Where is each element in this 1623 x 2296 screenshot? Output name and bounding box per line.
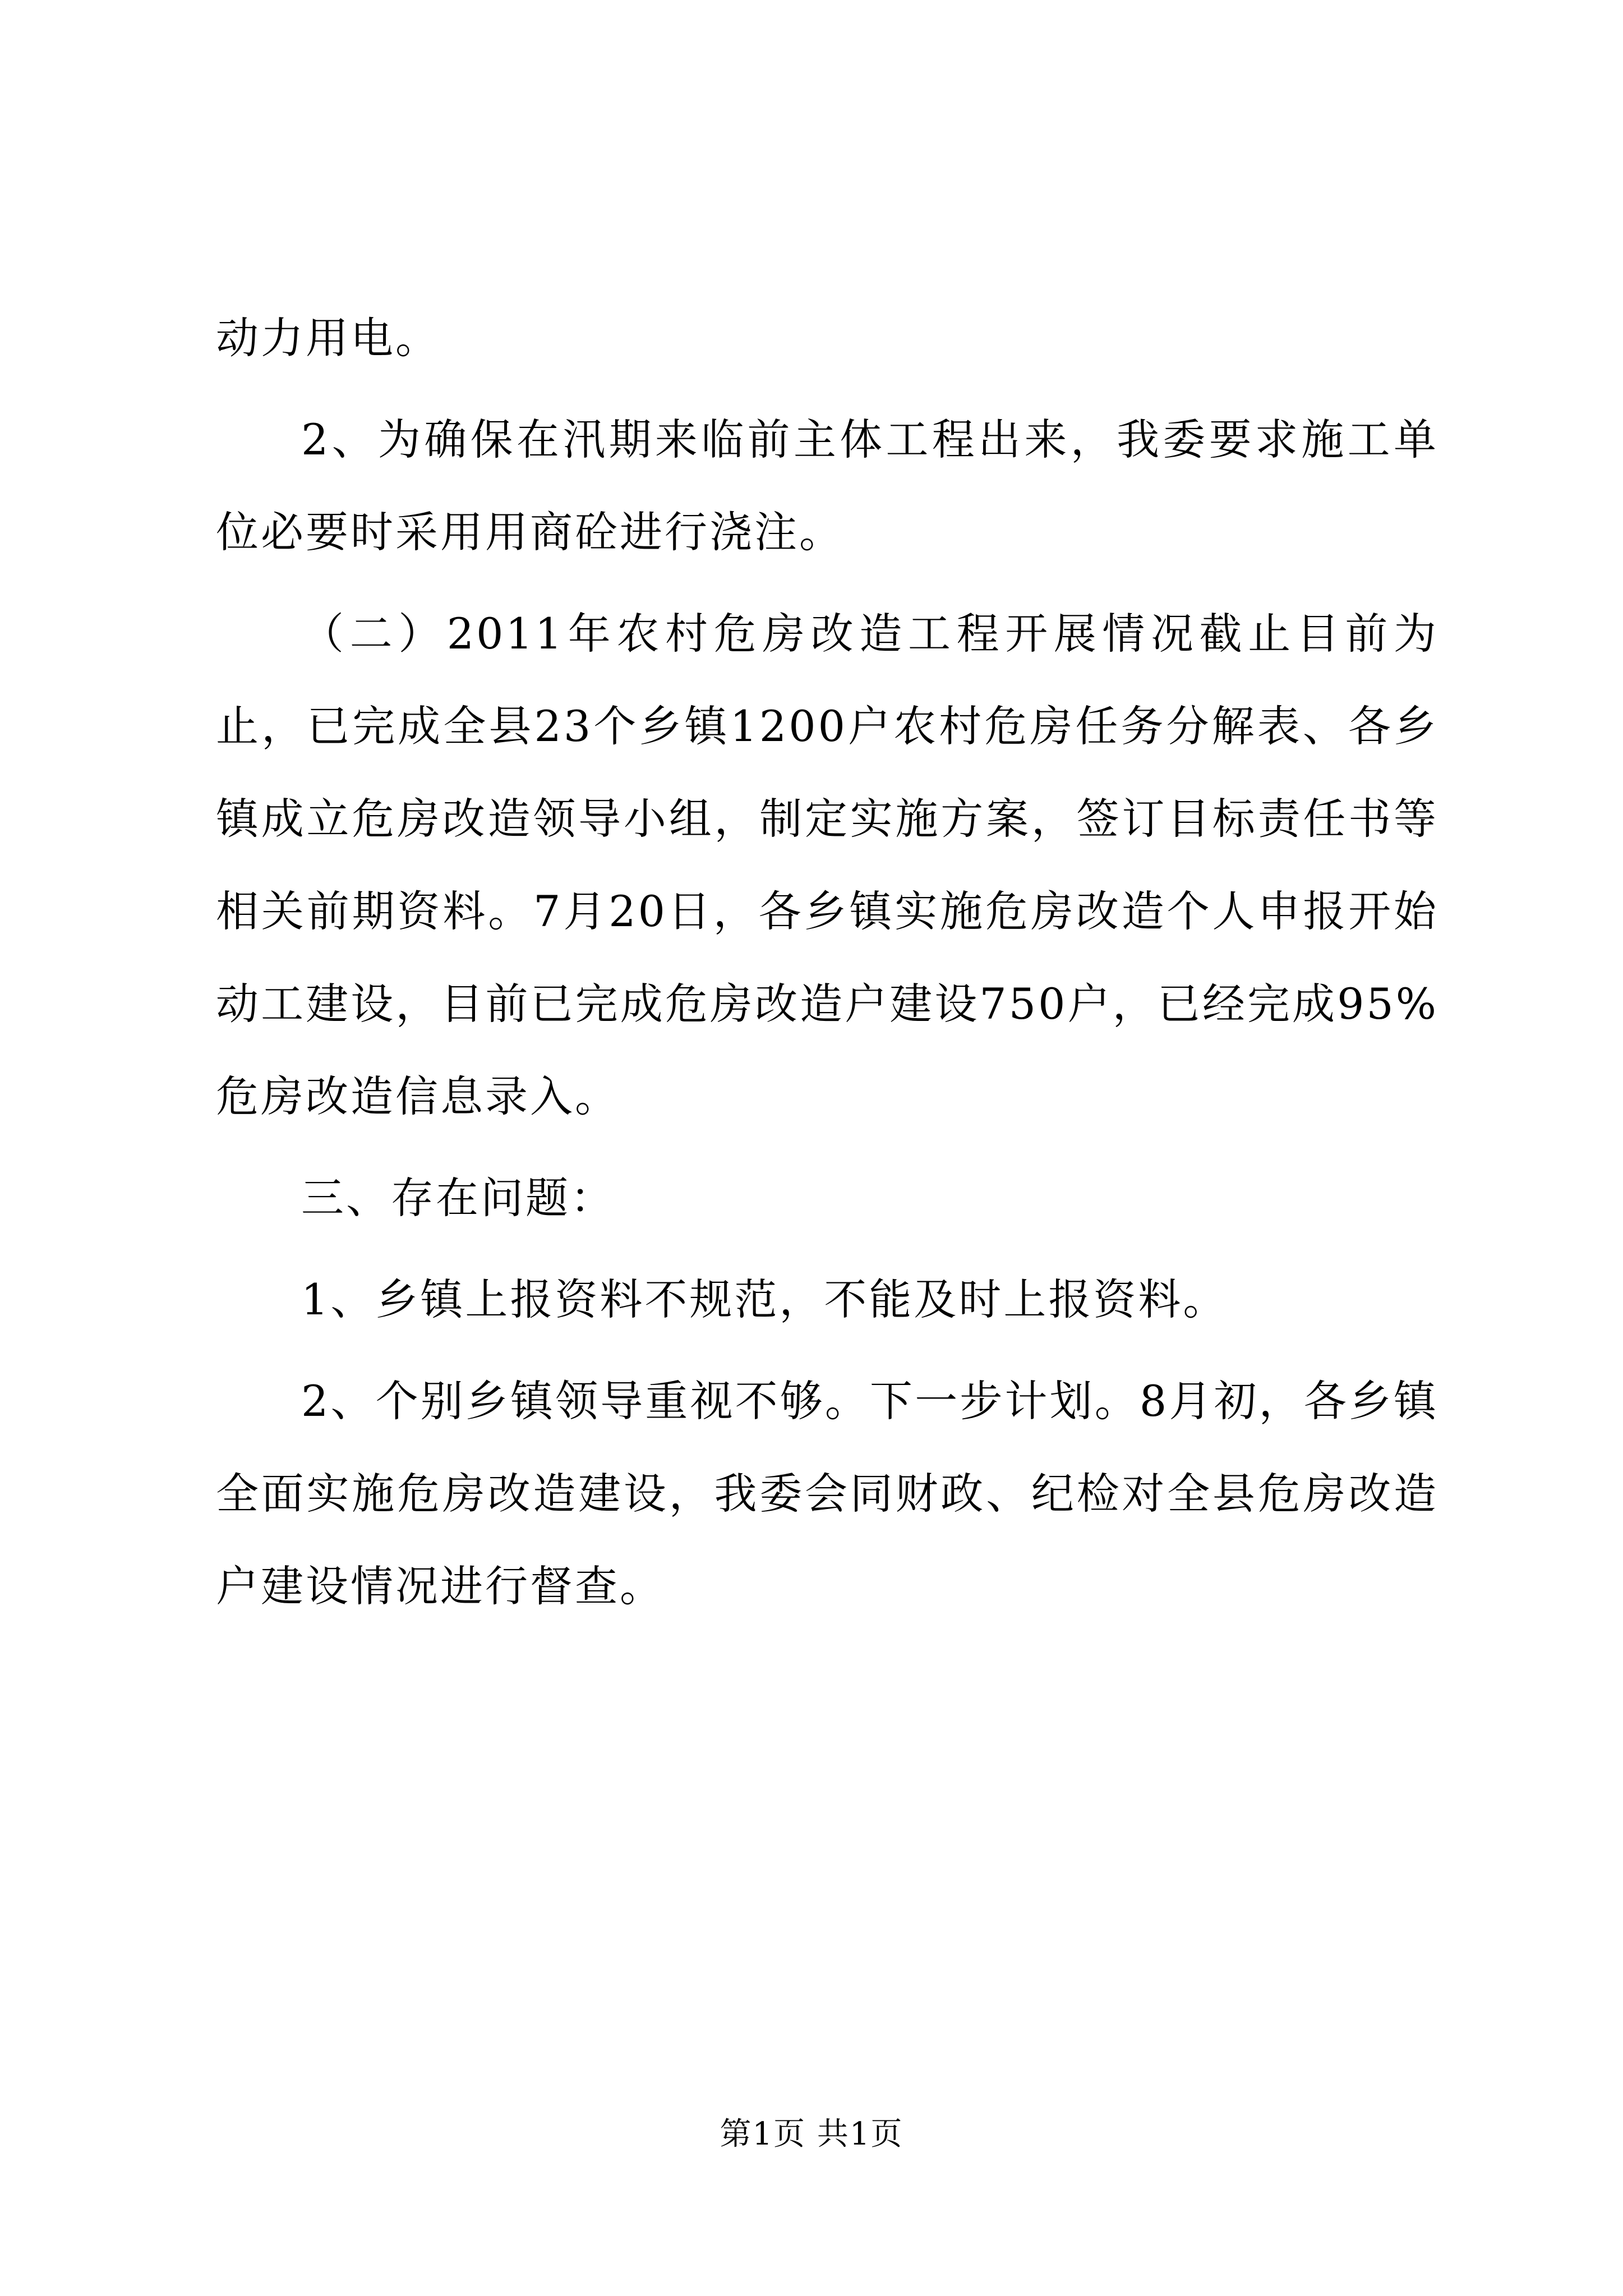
paragraph-item-2: 2、为确保在汛期来临前主体工程出来，我委要求施工单位必要时采用用商砼进行浇注。 (216, 415, 1438, 557)
paragraph-section-2: （二）2011年农村危房改造工程开展情况截止目前为止，已完成全县23个乡镇1200户农村危房任务分解表、各乡镇成立危房改造领导小组，制定实施方案，签订目标责任书等相关前期资料。7月20日，各乡镇实施危房改造个人申报开始动工建设，目前已完成危房改造户建设750户，已经完成95%危房改造信息录入。 (216, 609, 1438, 1121)
page-footer (0, 2115, 1623, 2154)
document-body (216, 292, 1438, 1641)
paragraph-problem-1: 1、乡镇上报资料不规范，不能及时上报资料。 (301, 1274, 1228, 1324)
paragraph-continuation: 动力用电。 (216, 313, 440, 363)
section-heading-problems: 三、存在问题： (301, 1173, 615, 1223)
page-number-label: 第1页 共1页 (720, 2116, 903, 2152)
paragraph-problem-2: 2、个别乡镇领导重视不够。下一步计划。8月初，各乡镇全面实施危房改造建设，我委会同财政、纪检对全县危房改造户建设情况进行督查。 (216, 1376, 1438, 1611)
